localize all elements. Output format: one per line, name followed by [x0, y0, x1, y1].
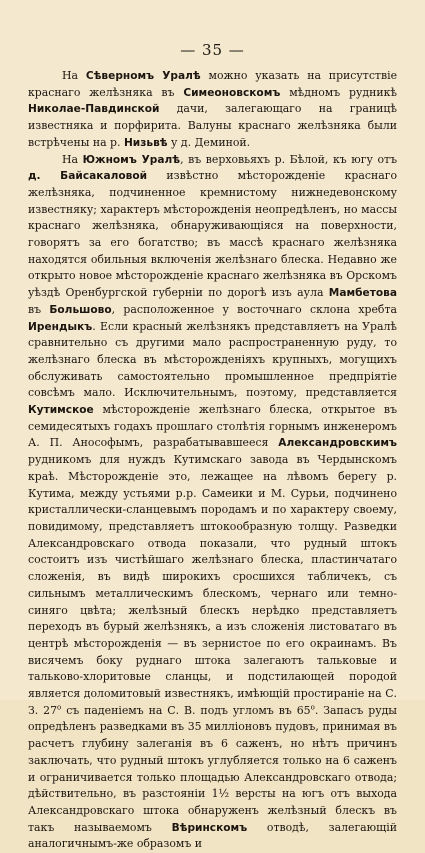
- text: въ: [28, 302, 50, 316]
- text: у д. Деминой.: [167, 135, 251, 149]
- bold-term: Симеоновскомъ: [183, 86, 281, 99]
- text: , расположенное у восточнаго склона хребта: [111, 302, 397, 316]
- bold-term: Сѣверномъ Уралѣ: [85, 70, 201, 82]
- text: На: [62, 152, 83, 166]
- paragraph-northern-urals: [28, 68, 397, 152]
- text: . Если красный желѣзнякъ представляетъ на Уралѣ сравнительно съ другими мало распространенную руду, то желѣзнаго блеска въ мѣсторожденіяхъ крупныхъ, могущихъ обслуживать самостоятельно промышленное предпріятіе совсѣмъ мало. Исключительнымъ, поэтому, представляется: [28, 319, 397, 400]
- text: мѣдномъ рудникѣ: [280, 85, 397, 99]
- bold-term: Александровскимъ: [278, 437, 397, 450]
- text: мѣсторожденіе желѣзнаго блеска, открытое въ семидесятыхъ годахъ прошлаго столѣтія горнымъ инженеромъ А. П. Анософымъ, разрабатывавшееся: [28, 403, 397, 450]
- page-body: [28, 68, 397, 853]
- bold-term: Низьвѣ: [123, 136, 168, 149]
- text: , въ верховьяхъ р. Бѣлой, къ югу отъ: [180, 152, 398, 166]
- text: извѣстно мѣсторожденіе краснаго желѣзняка, подчиненное кремнистому нижнедевонскому известняку; характеръ мѣсторожденія неопредѣленъ, но массы краснаго желѣзняка, обнаруживающіяся на поверхности, говорятъ за его богатство; въ массѣ краснаго желѣзняка находятся обильныя включенія желѣзнаго блеска. Недавно же открыто новое мѣсторожденіе краснаго желѣзняка въ Орскомъ уѣздѣ Оренбургской губерніи по дорогѣ изъ аула: [28, 169, 397, 300]
- degree-mark: o: [57, 703, 62, 712]
- degree-mark: o: [310, 703, 315, 712]
- text: рудникомъ для нуждъ Кутимскаго завода въ Чердынскомъ краѣ. Мѣсторожденіе это, лежащее на лѣвомъ берегу р. Кутима, между устьями р.р. Самеики и М. Сурьи, подчинено кристаллически-сланцевымъ породамъ и по характеру своему, повидимому, представляетъ штокообразную толщу. Разведки Александровскаго отвода показали, что рудный штокъ состоитъ изъ чистѣйшаго желѣзнаго блеска, пластинчатаго сложенія, въ видѣ широкихъ сросшихся табличекъ, съ сильнымъ металлическимъ блескомъ, чернаго или темно-синяго цвѣта; желѣзный блескъ нерѣдко представляетъ переходъ въ бурый желѣзнякъ, а изъ сложенія листоватаго въ центрѣ мѣсторожденія — въ зернистое по его окраинамъ. Въ висячемъ боку руднаго штока залегаютъ тальковые и тальково-хлоритовые сланцы, и подстилающей породой является доломитовый известнякъ, имѣющій простираніе на С. З. 27: [28, 453, 397, 717]
- text: На: [62, 69, 86, 82]
- text: можно указать на присутствіе краснаго желѣзняка въ: [28, 69, 398, 99]
- bold-term: д. Байсакаловой: [28, 170, 148, 183]
- text: . Запасъ руды опредѣленъ разведками въ 35 милліоновъ пудовъ, принимая въ расчетъ глубину залеганія въ 6 саженъ, но нѣтъ причинъ заключать, что рудный штокъ углубляется только на 6 саженъ и ограничивается только площадью Александровскаго отвода; дѣйствительно, въ разстояніи 1½ версты на югъ отъ выхода Александровскаго штока обнаруженъ желѣзный блескъ въ такъ называемомъ: [28, 703, 397, 834]
- bold-term: Николае-Павдинской: [28, 103, 160, 116]
- bold-term: Большово: [49, 303, 112, 316]
- bold-term: Мамбетова: [328, 287, 397, 300]
- bold-term: Ирендыкъ: [28, 320, 93, 333]
- text: отводѣ, залегающій аналогичнымъ-же образомъ и: [28, 820, 397, 851]
- bold-term: Вѣринскомъ: [171, 821, 248, 834]
- page-number: — 35 —: [180, 41, 245, 59]
- text: дачи, залегающаго на границѣ известняка и порфирита. Валуны краснаго желѣзняка были встрѣчены на р.: [28, 102, 397, 149]
- paragraph-southern-urals: [28, 152, 397, 853]
- text: съ паденіемъ на С. В. подъ угломъ въ 65: [61, 703, 311, 717]
- bold-term: Кутимское: [28, 404, 94, 417]
- bold-term: Южномъ Уралѣ: [82, 153, 181, 166]
